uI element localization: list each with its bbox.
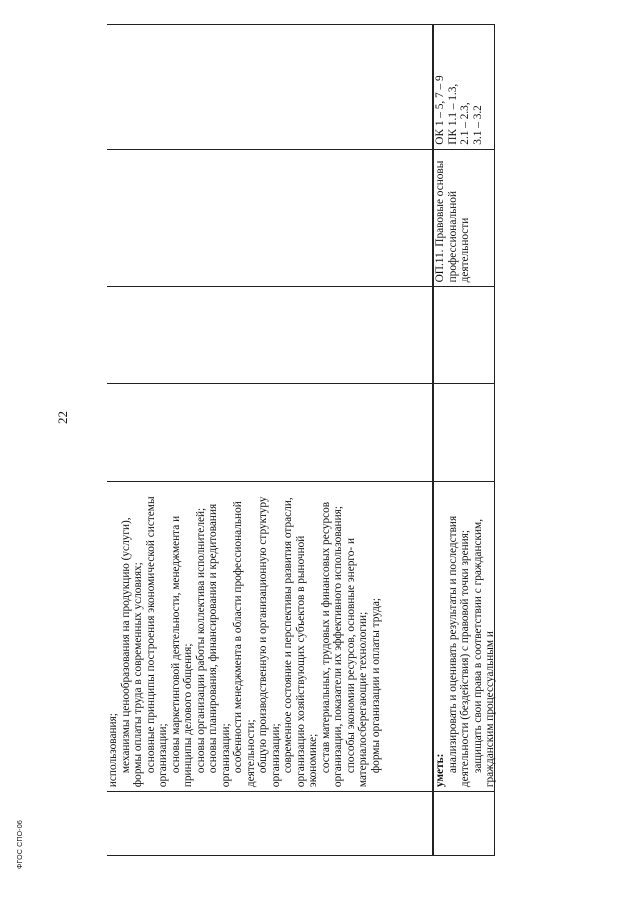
hours-cell xyxy=(107,383,432,481)
text-line: механизмы ценообразования на продукцию (услуги), формы оплаты труда в современных условиях; xyxy=(119,517,144,788)
skills-cell xyxy=(434,481,494,791)
page-number: 22 xyxy=(55,411,70,424)
table-row xyxy=(433,24,495,856)
competency-line: ОК 1 – 5, 7 – 9 xyxy=(434,75,446,145)
hours-cell xyxy=(107,286,432,383)
hours-cell xyxy=(434,383,494,481)
discipline-name: ОП.11. Правовые основы профессиональной деятельности xyxy=(434,160,471,283)
competency-line: ПК 1.1 – 1.3, xyxy=(446,83,459,145)
knowledge-cell xyxy=(107,481,432,791)
competency-line: 3.1 – 3.2 xyxy=(471,105,484,145)
text-line: состав материальных, трудовых и финансовых ресурсов организации, показатели их эффективного использования; xyxy=(319,501,344,788)
index-cell xyxy=(107,791,432,855)
index-cell xyxy=(434,791,494,855)
table-row xyxy=(107,24,433,856)
text-line: современное состояние и перспективы развития отрасли, организацию хозяйствующих субъектов в рыночной экономике; xyxy=(282,497,319,788)
text-line: основные принципы построения экономической системы организации; xyxy=(144,496,169,788)
text-line: основы планирования, финансирования и кредитования организации; xyxy=(207,503,232,788)
text-line: общую производственную и организационную структуру организации; xyxy=(257,496,282,788)
competency-table xyxy=(107,24,495,856)
text-line: формы организации и оплаты труда; xyxy=(369,597,382,774)
text-line: основы маркетинговой деятельности, менеджмента и принципы делового общения; xyxy=(169,515,194,788)
competency-line: 2.1 – 2.3, xyxy=(459,102,471,145)
text-line: способы экономии ресурсов, основные энерго- и материалосберегающие технологии; xyxy=(344,537,369,788)
skills-heading: уметь: xyxy=(434,753,446,788)
text-line: использования; xyxy=(107,713,119,788)
competency-cell xyxy=(434,25,494,149)
competency-cell xyxy=(107,25,432,149)
text-line: защищать свои права в соответствии с гражданским, гражданским процессуальным и xyxy=(471,518,496,788)
discipline-cell xyxy=(434,149,494,287)
text-line: основы организации работы коллектива исполнителей; xyxy=(194,507,207,774)
text-line: особенности менеджмента в области профессиональной деятельности; xyxy=(232,501,257,788)
footer-label: ФГОС СПО-06 xyxy=(17,819,24,869)
text-line: анализировать и оценивать результаты и последствия деятельности (бездействия) с правовой точки зрения; xyxy=(446,515,471,788)
discipline-cell xyxy=(107,149,432,287)
hours-cell xyxy=(434,286,494,383)
